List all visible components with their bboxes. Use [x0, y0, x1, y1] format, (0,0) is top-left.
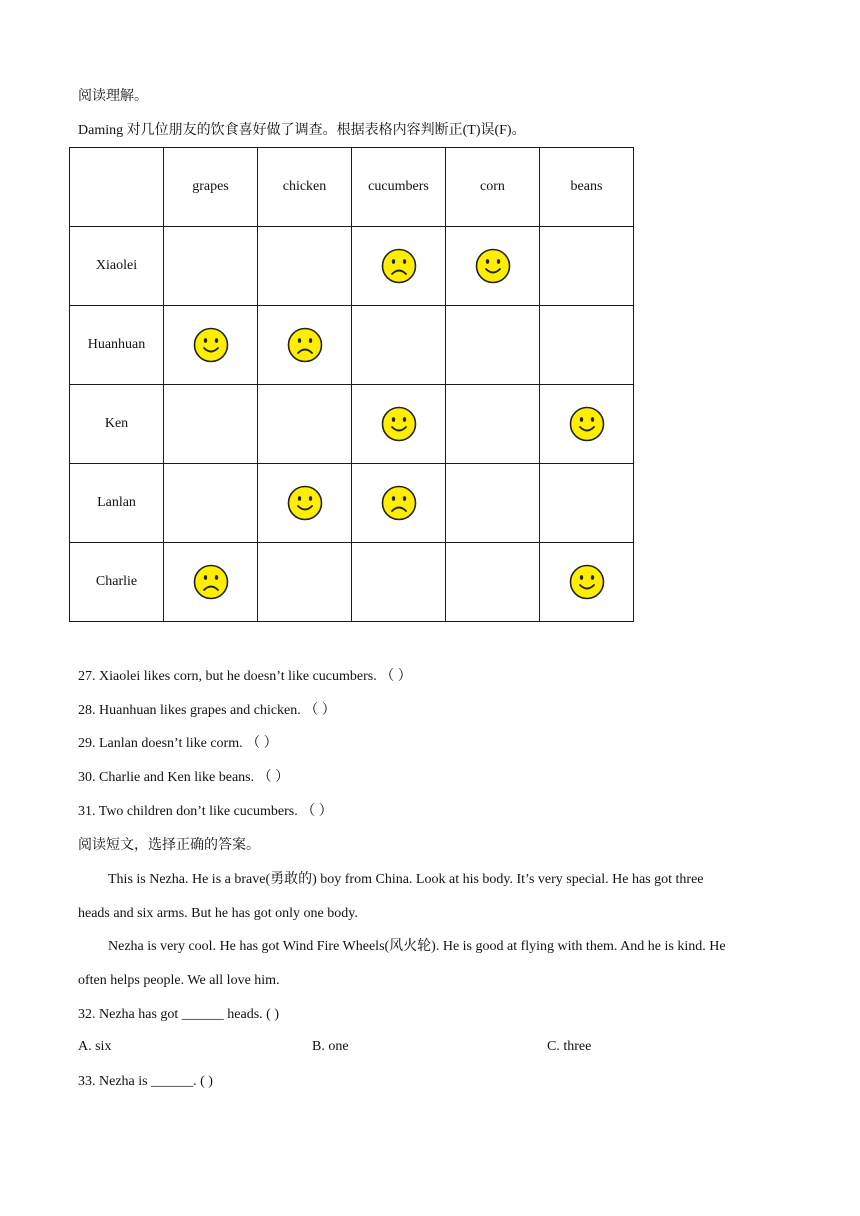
table-header-row — [70, 148, 634, 227]
sad-face-icon — [193, 564, 229, 600]
table-row — [70, 227, 634, 306]
table-cell — [164, 306, 258, 385]
table-cell — [540, 543, 634, 622]
column-header: grapes — [164, 148, 258, 227]
table-cell — [540, 464, 634, 543]
table-cell — [258, 464, 352, 543]
row-name: Lanlan — [70, 464, 164, 543]
table-cell — [446, 227, 540, 306]
survey-table — [69, 147, 634, 622]
section1-heading: 阅读理解。 — [78, 89, 148, 104]
row-name: Huanhuan — [70, 306, 164, 385]
table-row — [70, 385, 634, 464]
question-27: 27. Xiaolei likes corn, but he doesn’t like cucumbers. （ ） — [78, 669, 412, 684]
column-header: corn — [446, 148, 540, 227]
table-cell — [258, 227, 352, 306]
table-cell — [446, 306, 540, 385]
table-cell — [352, 385, 446, 464]
question-33: 33. Nezha is ______. ( ) — [78, 1074, 213, 1089]
section2-heading: 阅读短文，选择正确的答案。 — [78, 838, 260, 853]
sad-face-icon — [287, 327, 323, 363]
table-cell — [164, 543, 258, 622]
question-29: 29. Lanlan doesn’t like corm. （ ） — [78, 736, 278, 751]
table-cell — [540, 306, 634, 385]
table-cell — [258, 543, 352, 622]
option-b[interactable]: B. one — [312, 1039, 349, 1054]
passage-line: often helps people. We all love him. — [78, 973, 280, 988]
happy-face-icon — [287, 485, 323, 521]
table-cell — [258, 385, 352, 464]
column-header: cucumbers — [352, 148, 446, 227]
table-cell — [352, 227, 446, 306]
passage-line: Nezha is very cool. He has got Wind Fire Wheels(风火轮). He is good at flying with them. And he is kind. He — [108, 939, 726, 954]
table-cell — [352, 543, 446, 622]
happy-face-icon — [569, 406, 605, 442]
column-header — [70, 148, 164, 227]
question-28: 28. Huanhuan likes grapes and chicken. （ ） — [78, 703, 336, 718]
row-name: Ken — [70, 385, 164, 464]
table-cell — [540, 385, 634, 464]
table-cell — [446, 385, 540, 464]
question-32-options — [78, 1039, 778, 1057]
table-cell — [446, 464, 540, 543]
passage-line: This is Nezha. He is a brave(勇敢的) boy from China. Look at his body. It’s very special. He has got three — [108, 872, 704, 887]
column-header: chicken — [258, 148, 352, 227]
column-header: beans — [540, 148, 634, 227]
table-row — [70, 543, 634, 622]
question-31: 31. Two children don’t like cucumbers. （ ） — [78, 804, 333, 819]
table-cell — [164, 464, 258, 543]
row-name: Charlie — [70, 543, 164, 622]
happy-face-icon — [569, 564, 605, 600]
sad-face-icon — [381, 248, 417, 284]
section1-instruction: Daming 对几位朋友的饮食喜好做了调查。根据表格内容判断正(T)误(F)。 — [78, 123, 526, 138]
table-cell — [164, 227, 258, 306]
option-c[interactable]: C. three — [547, 1039, 592, 1054]
row-name: Xiaolei — [70, 227, 164, 306]
table-cell — [164, 385, 258, 464]
table-cell — [352, 464, 446, 543]
option-a[interactable]: A. six — [78, 1039, 112, 1054]
question-30: 30. Charlie and Ken like beans. （ ） — [78, 770, 290, 785]
happy-face-icon — [381, 406, 417, 442]
happy-face-icon — [193, 327, 229, 363]
table-cell — [540, 227, 634, 306]
table-cell — [352, 306, 446, 385]
table-row — [70, 464, 634, 543]
sad-face-icon — [381, 485, 417, 521]
table-cell — [446, 543, 540, 622]
happy-face-icon — [475, 248, 511, 284]
table-cell — [258, 306, 352, 385]
table-row — [70, 306, 634, 385]
question-32: 32. Nezha has got ______ heads. ( ) — [78, 1007, 280, 1022]
passage-line: heads and six arms. But he has got only one body. — [78, 906, 358, 921]
